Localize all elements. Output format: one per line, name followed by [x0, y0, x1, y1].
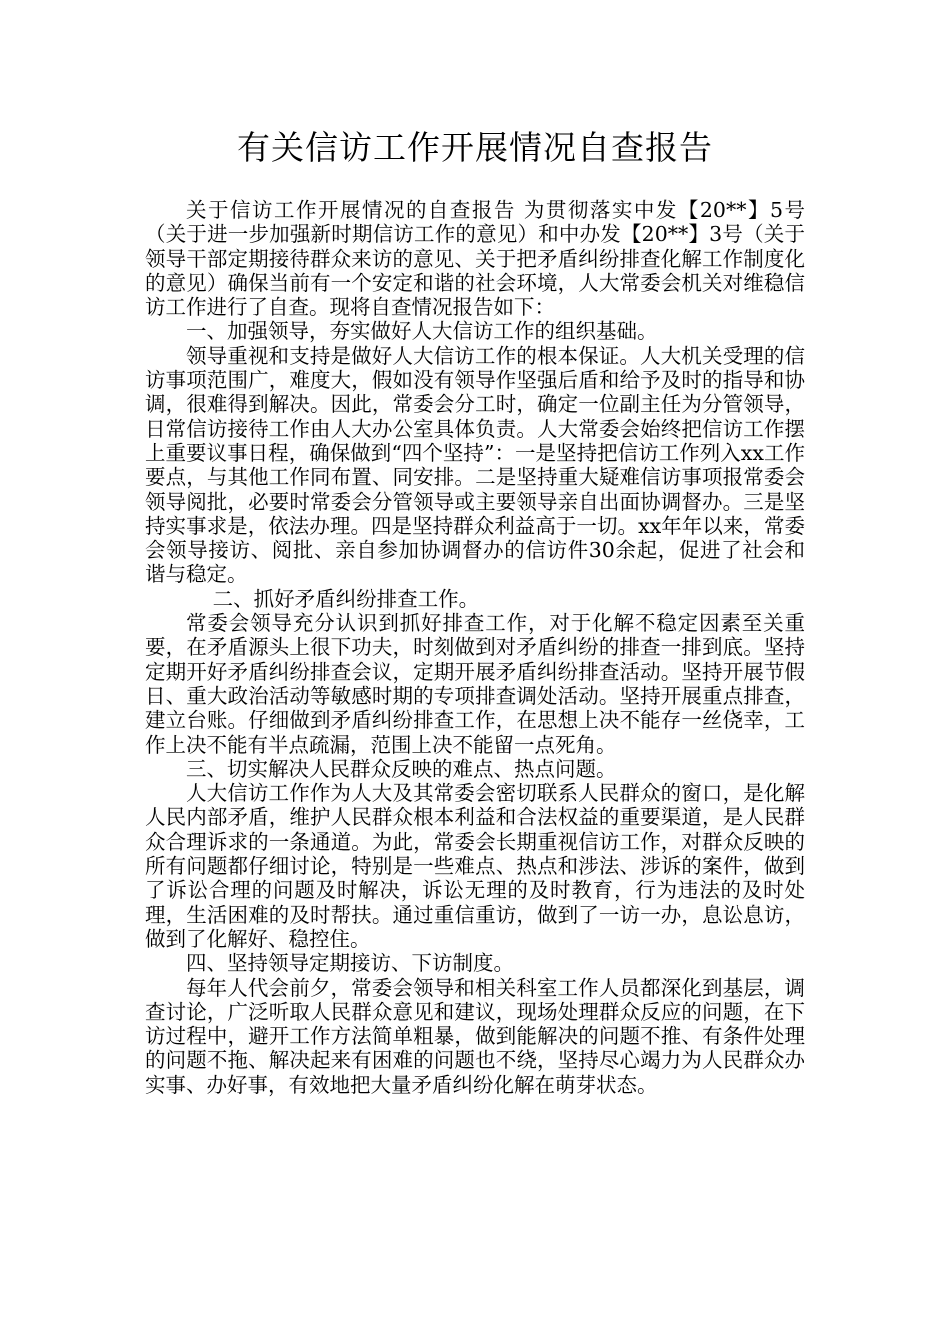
section-4-paragraph: 每年人代会前夕，常委会领导和相关科室工作人员都深化到基层，调查讨论，广泛听取人民群众意见和建议，现场处理群众反应的问题，在下访过程中，避开工作方法简单粗暴，做到能解决的问题不推、有条件处理的问题不拖、解决起来有困难的问题也不绕，坚持尽心竭力为人民群众办实事、办好事，有效地把大量矛盾纠纷化解在萌芽状态。 [145, 975, 805, 1097]
section-1-paragraph: 领导重视和支持是做好人大信访工作的根本保证。人大机关受理的信访事项范围广，难度大，假如没有领导作坚强后盾和给予及时的指导和协调，很难得到解决。因此，常委会分工时，确定一位副主任为分管领导，日常信访接待工作由人大办公室具体负责。人大常委会始终把信访工作摆上重要议事日程，确保做到“四个坚持”：一是坚持把信访工作列入xx工作要点，与其他工作同布置、同安排。二是坚持重大疑难信访事项报常委会领导阅批，必要时常委会分管领导或主要领导亲自出面协调督办。三是坚持实事求是，依法办理。四是坚持群众利益高于一切。xx年年以来，常委会领导接访、阅批、亲自参加协调督办的信访件30余起，促进了社会和谐与稳定。 [145, 343, 805, 587]
document-title: 有关信访工作开展情况自查报告 [237, 128, 713, 167]
document-body [145, 198, 805, 1097]
section-3-paragraph: 人大信访工作作为人大及其常委会密切联系人民群众的窗口，是化解人民内部矛盾，维护人民群众根本利益和合法权益的重要渠道，是人民群众合理诉求的一条通道。为此，常委会长期重视信访工作，对群众反映的所有问题都仔细讨论，特别是一些难点、热点和涉法、涉诉的案件，做到了诉讼合理的问题及时解决，诉讼无理的及时教育，行为违法的及时处理，生活困难的及时帮扶。通过重信重访，做到了一访一办，息讼息访，做到了化解好、稳控住。 [145, 781, 805, 951]
section-2-paragraph: 常委会领导充分认识到抓好排查工作，对于化解不稳定因素至关重要，在矛盾源头上很下功夫，时刻做到对矛盾纠纷的排查一排到底。坚持定期开好矛盾纠纷排查会议，定期开展矛盾纠纷排查活动。坚持开展节假日、重大政治活动等敏感时期的专项排查调处活动。坚持开展重点排查，建立台账。仔细做到矛盾纠纷排查工作，在思想上决不能存一丝侥幸，工作上决不能有半点疏漏，范围上决不能留一点死角。 [145, 611, 805, 757]
section-heading-1: 一、加强领导，夯实做好人大信访工作的组织基础。 [186, 319, 658, 344]
section-heading-3: 三、切实解决人民群众反映的难点、热点问题。 [186, 756, 617, 781]
section-heading-4: 四、坚持领导定期接访、下访制度。 [186, 951, 514, 976]
section-heading-2: 二、抓好矛盾纠纷排查工作。 [212, 586, 480, 611]
intro-paragraph: 关于信访工作开展情况的自查报告 为贯彻落实中发【20**】5号（关于进一步加强新时期信访工作的意见）和中办发【20**】3号（关于领导干部定期接待群众来访的意见、关于把矛盾纠纷排查化解工作制度化的意见）确保当前有一个安定和谐的社会环境，人大常委会机关对维稳信访工作进行了自查。现将自查情况报告如下： [145, 198, 805, 320]
